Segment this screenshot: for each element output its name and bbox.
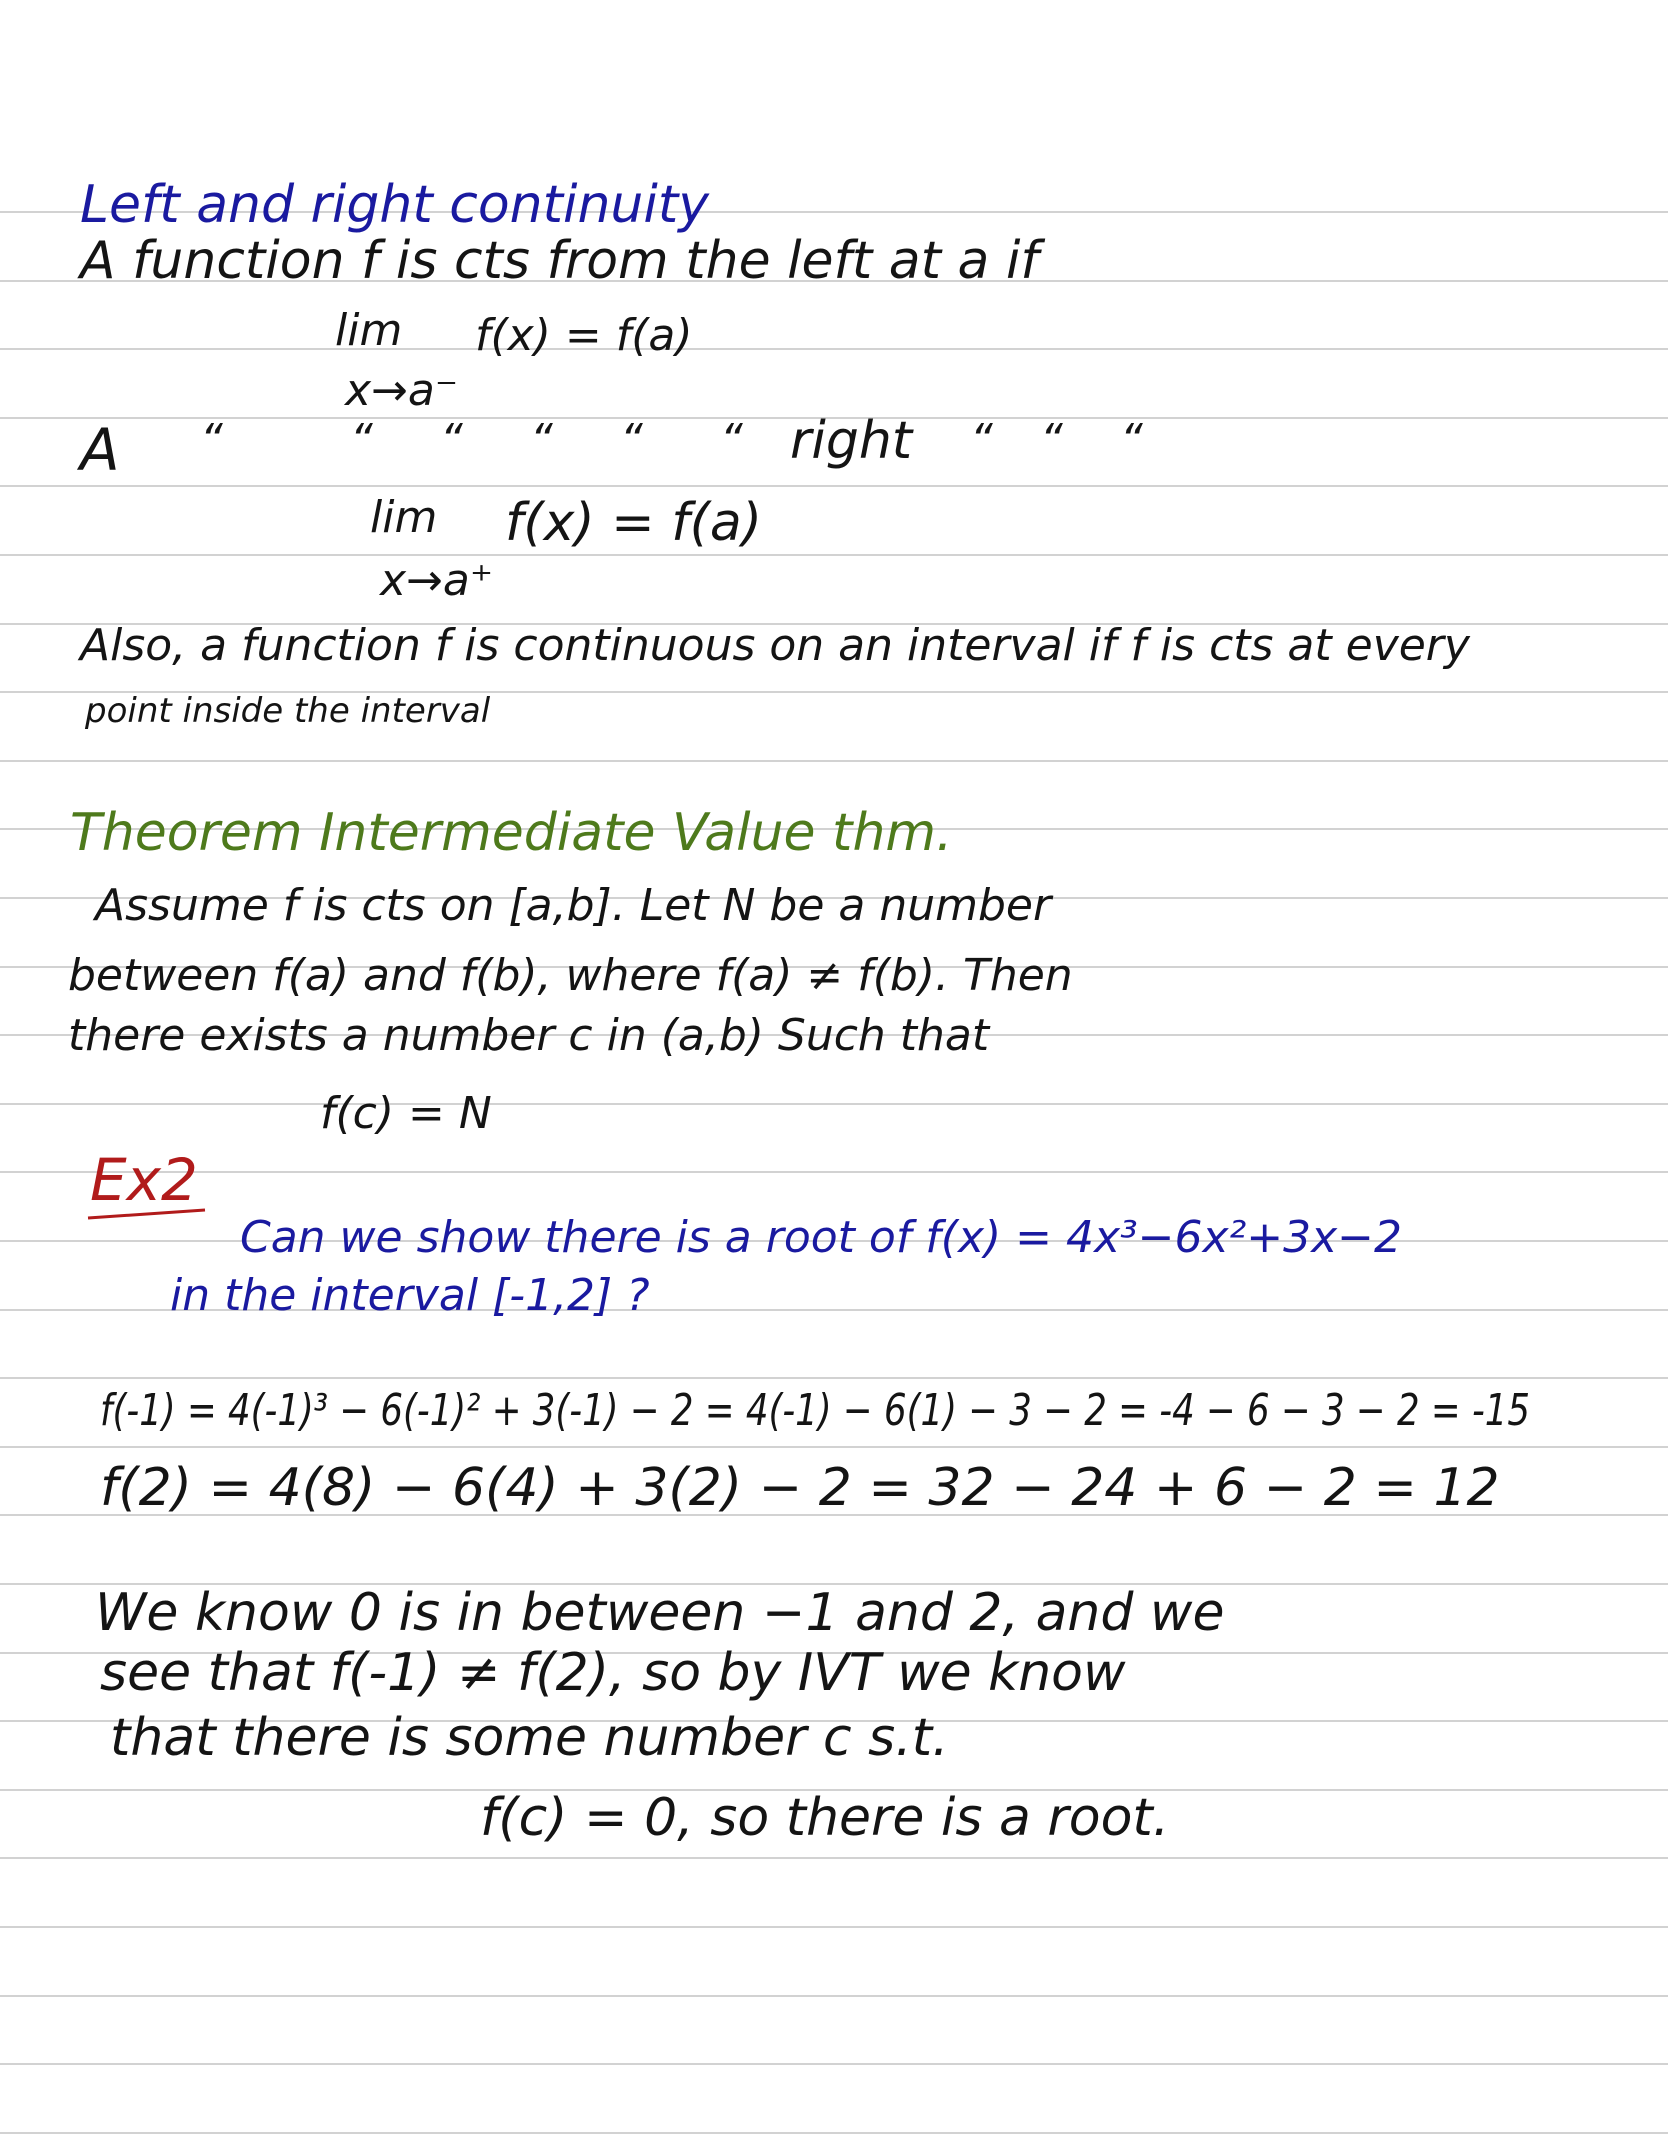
ditto-mark: “: [720, 415, 743, 466]
ditto-mark: “: [440, 415, 463, 466]
conclusion-line-4: f(c) = 0, so there is a root.: [480, 1788, 1170, 1848]
ditto-mark: “: [350, 415, 373, 466]
example-question-line-2: in the interval [-1,2] ?: [170, 1270, 650, 1321]
calculation-f-2: f(2) = 4(8) − 6(4) + 3(2) − 2 = 32 − 24 + 6 − 2 = 12: [100, 1458, 1500, 1518]
right-limit-subscript: x→a⁺: [380, 555, 494, 606]
ditto-mark: “: [1120, 415, 1143, 466]
right-definition-a: A: [80, 416, 120, 484]
ditto-mark: “: [200, 415, 223, 466]
right-limit-expression: f(x) = f(a): [505, 493, 763, 553]
right-word: right: [790, 411, 913, 471]
example-question-line-1: Can we show there is a root of f(x) = 4x³−6x²+3x−2: [240, 1212, 1402, 1263]
theorem-line-1: Assume f is cts on [a,b]. Let N be a number: [95, 880, 1052, 931]
theorem-line-2: between f(a) and f(b), where f(a) ≠ f(b). Then: [68, 950, 1073, 1001]
ditto-mark: “: [970, 415, 993, 466]
ditto-mark: “: [620, 415, 643, 466]
conclusion-line-2: see that f(-1) ≠ f(2), so by IVT we know: [100, 1643, 1126, 1703]
interval-continuity-line-1: Also, a function f is continuous on an interval if f is cts at every: [80, 620, 1470, 671]
theorem-line-3: there exists a number c in (a,b) Such that: [68, 1010, 990, 1061]
ditto-mark: “: [530, 415, 553, 466]
conclusion-line-3: that there is some number c s.t.: [110, 1708, 949, 1768]
left-limit-lim: lim: [335, 305, 403, 356]
section-heading: Left and right continuity: [80, 175, 709, 235]
interval-continuity-line-2: point inside the interval: [85, 691, 491, 731]
ditto-mark: “: [1040, 415, 1063, 466]
left-continuity-definition: A function f is cts from the left at a if: [80, 231, 1039, 291]
example-label: Ex2: [90, 1146, 198, 1214]
conclusion-line-1: We know 0 is in between −1 and 2, and we: [95, 1583, 1225, 1643]
theorem-line-4: f(c) = N: [320, 1088, 492, 1139]
theorem-title: Theorem Intermediate Value thm.: [70, 803, 953, 863]
left-limit-expression: f(x) = f(a): [475, 310, 693, 361]
calculation-f-neg1: f(-1) = 4(-1)³ − 6(-1)² + 3(-1) − 2 = 4(-1) − 6(1) − 3 − 2 = -4 − 6 − 3 − 2 = -15: [100, 1385, 1530, 1436]
left-limit-subscript: x→a⁻: [345, 365, 459, 416]
right-limit-lim: lim: [370, 492, 438, 543]
